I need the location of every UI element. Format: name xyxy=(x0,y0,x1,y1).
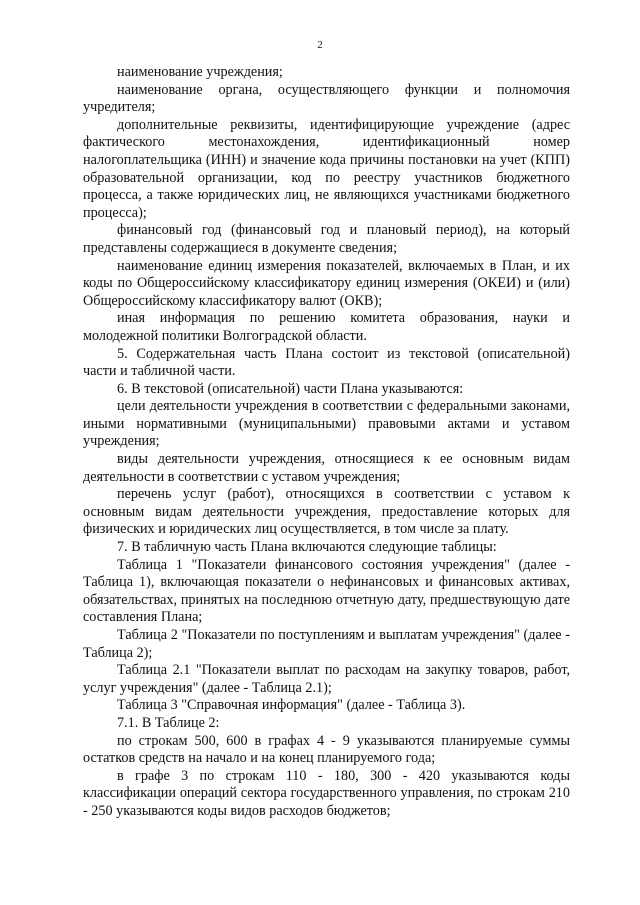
paragraph-measurement-units: наименование единиц измерения показателей, включаемых в План, и их коды по Общероссийскому классификатору единиц измерения (ОКЕИ) и (или) Общероссийскому классификатору валют (ОКВ); xyxy=(83,257,570,309)
paragraph-services-list: перечень услуг (работ), относящихся в соответствии с уставом к основным видам деятельности учреждения, предоставление которых для физических и юридических лиц осуществляется, в том числе за плату. xyxy=(83,486,570,538)
paragraph-additional-details: дополнительные реквизиты, идентифицирующие учреждение (адрес фактического местонахождения, идентификационный номер налогоплательщика (ИНН) и значение кода причины постановки на учет (КПП) образовательной организации, код по реестру участников бюджетного процесса, а также юридических лиц, не являющихся участниками бюджетного процесса); xyxy=(83,116,570,221)
page-number: 2 xyxy=(317,39,323,51)
paragraph-table-2-1: Таблица 2.1 "Показатели выплат по расходам на закупку товаров, работ, услуг учреждения" (далее - Таблица 2.1); xyxy=(83,662,570,696)
paragraph-column-3-codes: в графе 3 по строкам 110 - 180, 300 - 420 указываются коды классификации операций сектора государственного управления, по строкам 210 - 250 указываются коды видов расходов бюджетов; xyxy=(83,767,570,819)
paragraph-institution-name: наименование учреждения; xyxy=(117,64,283,80)
paragraph-table-2: Таблица 2 "Показатели по поступлениям и выплатам учреждения" (далее - Таблица 2); xyxy=(83,627,570,661)
paragraph-section-7-1: 7.1. В Таблице 2: xyxy=(117,714,220,731)
paragraph-financial-year: финансовый год (финансовый год и плановый период), на который представлены содержащиеся в документе сведения; xyxy=(83,222,570,256)
paragraph-table-3: Таблица 3 "Справочная информация" (далее - Таблица 3). xyxy=(117,697,466,714)
paragraph-founder-body-name: наименование органа, осуществляющего функции и полномочия учредителя; xyxy=(83,81,570,116)
document-body xyxy=(83,64,570,821)
paragraph-section-5: 5. Содержательная часть Плана состоит из текстовой (описательной) части и табличной части. xyxy=(83,345,570,380)
paragraph-other-info: иная информация по решению комитета образования, науки и молодежной политики Волгоградской области. xyxy=(83,310,570,344)
paragraph-activity-types: виды деятельности учреждения, относящиеся к ее основным видам деятельности в соответствии с уставом учреждения; xyxy=(83,451,570,485)
paragraph-activity-goals: цели деятельности учреждения в соответствии с федеральными законами, иными нормативными (муниципальными) правовыми актами и уставом учреждения; xyxy=(83,398,570,450)
paragraph-table-1: Таблица 1 "Показатели финансового состояния учреждения" (далее - Таблица 1), включающая показатели о нефинансовых и финансовых активах, обязательствах, принятых на последнюю отчетную дату, предшествующую дате составления Плана; xyxy=(83,556,570,626)
paragraph-section-6: 6. В текстовой (описательной) части Плана указываются: xyxy=(117,380,464,397)
paragraph-rows-500-600: по строкам 500, 600 в графах 4 - 9 указываются планируемые суммы остатков средств на начало и на конец планируемого года; xyxy=(83,732,570,767)
paragraph-section-7: 7. В табличную часть Плана включаются следующие таблицы: xyxy=(117,539,497,556)
